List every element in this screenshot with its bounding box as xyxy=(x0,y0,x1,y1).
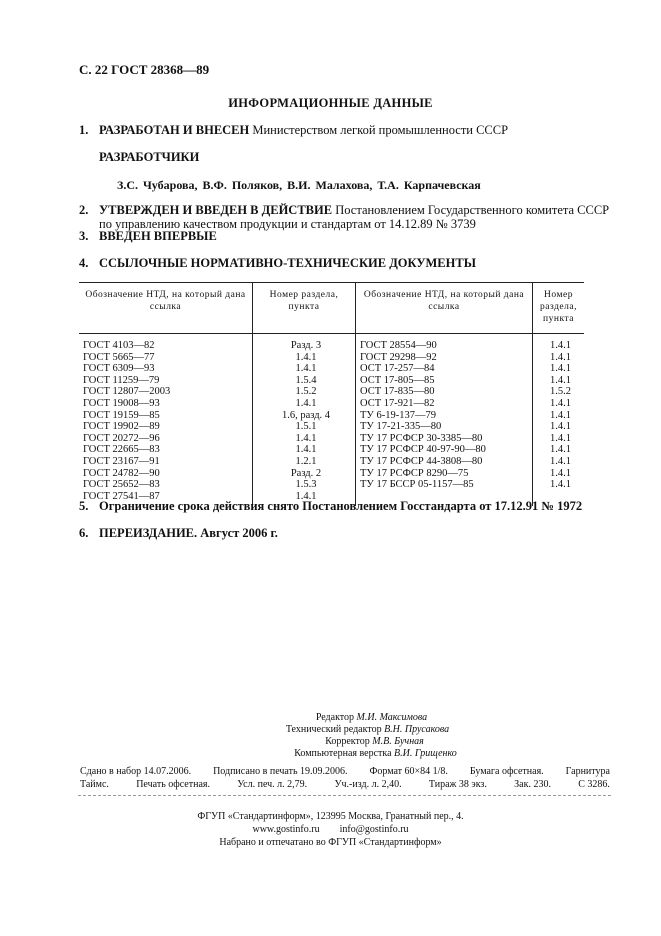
ref-doc-left: ГОСТ 20272—96 xyxy=(83,432,160,444)
ref-doc-right: ГОСТ 29298—92 xyxy=(356,352,533,364)
table-row xyxy=(79,386,584,398)
col-header-item-right: Номер раздела, пункта xyxy=(540,290,577,324)
ref-doc-right: ТУ 6-19-137—79 xyxy=(356,410,533,422)
divider xyxy=(78,795,611,796)
ref-doc-right: ОСТ 17-835—80 xyxy=(356,386,533,398)
ref-doc-left: ГОСТ 5665—77 xyxy=(83,351,155,363)
ref-item-right: 1.4.1 xyxy=(550,455,571,467)
ref-item-left: 1.4.1 xyxy=(253,444,356,456)
table-row xyxy=(79,410,584,422)
table-row xyxy=(79,363,584,375)
ref-item-left: 1.4.1 xyxy=(253,433,356,445)
ref-doc-right: ТУ 17 РСФСР 44-3808—80 xyxy=(356,456,533,468)
ref-doc-right: ТУ 17 РСФСР 40-97-90—80 xyxy=(356,444,533,456)
ref-item-left: 1.5.4 xyxy=(253,375,356,387)
table-row xyxy=(79,444,584,456)
item-bold: ВВЕДЕН ВПЕРВЫЕ xyxy=(99,229,217,243)
credit-name: В.Н. Прусакова xyxy=(384,724,450,735)
item-text: Постановлением Государственного комитета СССР по управлению качеством продукции и стандартам от 14.12.89 № 3739 xyxy=(99,203,610,231)
pub-field: Бумага офсетная. xyxy=(469,766,544,777)
credits-block xyxy=(0,712,661,760)
table-header-row xyxy=(79,283,584,334)
footer-web: www.gostinfo.ru info@gostinfo.ru xyxy=(252,824,409,835)
table-row xyxy=(79,334,584,352)
developers-label: РАЗРАБОТЧИКИ xyxy=(99,150,200,164)
ref-item-left: 1.4.1 xyxy=(253,491,356,507)
item-4 xyxy=(79,256,476,271)
item-bold: РАЗРАБОТАН И ВНЕСЕН xyxy=(99,123,250,137)
table-row xyxy=(79,468,584,480)
pub-field: С 3286. xyxy=(578,779,610,790)
ref-item-left: Разд. 3 xyxy=(253,334,356,352)
pub-field: Подписано в печать 19.09.2006. xyxy=(213,766,348,777)
credit-role: Компьютерная верстка xyxy=(294,748,392,759)
ref-item-left: 1.4.1 xyxy=(253,352,356,364)
ref-item-right: 1.4.1 xyxy=(550,432,571,444)
item-number: 1. xyxy=(79,123,89,137)
ref-doc-right: ТУ 17 БССР 05-1157—85 xyxy=(356,479,533,491)
ref-item-right: 1.4.1 xyxy=(550,467,571,479)
pub-field: Формат 60×84 1/8. xyxy=(369,766,448,777)
col-header-doc-left: Обозначение НТД, на который дана ссылка xyxy=(85,290,246,312)
section-title: ИНФОРМАЦИОННЫЕ ДАННЫЕ xyxy=(228,96,433,110)
pub-field: Усл. печ. л. 2,79. xyxy=(237,779,308,790)
item-bold: УТВЕРЖДЕН И ВВЕДЕН В ДЕЙСТВИЕ xyxy=(99,203,333,217)
ref-item-right: 1.4.1 xyxy=(550,363,571,375)
page-header: С. 22 ГОСТ 28368—89 xyxy=(79,62,210,77)
ref-item-left: 1.4.1 xyxy=(253,398,356,410)
credit-proofreader xyxy=(88,736,661,748)
ref-doc-left: ГОСТ 19008—93 xyxy=(83,397,160,409)
credit-name: М.В. Бучная xyxy=(372,736,424,747)
ref-doc-right: ОСТ 17-921—82 xyxy=(356,398,533,410)
ref-doc-left: ГОСТ 4103—82 xyxy=(83,340,155,351)
ref-doc-right: ОСТ 17-257—84 xyxy=(356,363,533,375)
ref-doc-left: ГОСТ 22665—83 xyxy=(83,444,160,456)
publishing-info xyxy=(80,765,610,791)
ref-item-right: 1.4.1 xyxy=(550,340,571,351)
credit-tech-editor xyxy=(74,724,661,736)
item-text: Министерством легкой промышленности СССР xyxy=(249,123,509,137)
item-number: 3. xyxy=(79,229,89,243)
credit-role: Технический редактор xyxy=(285,724,382,735)
ref-doc-right: ГОСТ 28554—90 xyxy=(356,334,533,352)
publishing-row-1 xyxy=(80,765,610,778)
ref-doc-left: ГОСТ 24782—90 xyxy=(83,467,160,479)
credit-editor xyxy=(82,712,661,724)
ref-item-right: 1.4.1 xyxy=(550,479,571,491)
ref-item-left: 1.2.1 xyxy=(253,456,356,468)
ref-doc-right: ТУ 17 РСФСР 30-3385—80 xyxy=(356,433,533,445)
table-body xyxy=(79,334,584,507)
item-2 xyxy=(79,203,619,231)
ref-item-right: 1.5.2 xyxy=(550,386,571,398)
ref-item-right: 1.4.1 xyxy=(550,351,571,363)
ref-item-left: 1.4.1 xyxy=(253,363,356,375)
footer-address: ФГУП «Стандартинформ», 123995 Москва, Гранатный пер., 4. xyxy=(197,811,464,822)
ref-doc-left: ГОСТ 19902—89 xyxy=(83,421,160,433)
item-number: 4. xyxy=(79,256,89,270)
ref-item-left: 1.5.2 xyxy=(253,386,356,398)
ref-doc-right: ТУ 17 РСФСР 8290—75 xyxy=(356,468,533,480)
item-number: 5. xyxy=(79,499,89,513)
pub-field: Таймс. xyxy=(80,779,109,790)
credit-role: Редактор xyxy=(315,712,355,723)
ref-doc-right: ОСТ 17-805—85 xyxy=(356,375,533,387)
footer-printer: Набрано и отпечатано во ФГУП «Стандартинформ» xyxy=(219,837,442,848)
ref-doc-left: ГОСТ 11259—79 xyxy=(83,374,160,386)
ref-doc-left: ГОСТ 27541—87 xyxy=(83,490,160,502)
ref-item-left: 1.5.3 xyxy=(253,479,356,491)
col-header-item-left: Номер раздела, пункта xyxy=(253,283,356,334)
ref-item-left: 1.5.1 xyxy=(253,421,356,433)
ref-item-left: 1.6, разд. 4 xyxy=(253,410,356,422)
table-row xyxy=(79,433,584,445)
pub-field: Уч.-изд. л. 2,40. xyxy=(334,779,402,790)
footer xyxy=(0,810,661,849)
table-row xyxy=(79,421,584,433)
item-5 xyxy=(79,499,582,514)
ref-doc-left: ГОСТ 19159—85 xyxy=(83,409,160,421)
ref-item-right: 1.4.1 xyxy=(550,444,571,456)
pub-field: Печать офсетная. xyxy=(136,779,210,790)
ref-item-left: Разд. 2 xyxy=(253,468,356,480)
ref-item-right: 1.4.1 xyxy=(550,409,571,421)
table-row xyxy=(79,352,584,364)
pub-field: Зак. 230. xyxy=(514,779,551,790)
item-bold: ССЫЛОЧНЫЕ НОРМАТИВНО-ТЕХНИЧЕСКИЕ ДОКУМЕНТЫ xyxy=(99,256,476,270)
ref-item-right: 1.4.1 xyxy=(550,397,571,409)
ref-doc-left: ГОСТ 6309—93 xyxy=(83,363,155,375)
table-row xyxy=(79,456,584,468)
pub-field: Гарнитура xyxy=(565,766,610,777)
ref-item-right: 1.4.1 xyxy=(550,374,571,386)
developers-heading xyxy=(99,150,199,165)
ref-item-right: 1.4.1 xyxy=(550,421,571,433)
table-row xyxy=(79,479,584,491)
ref-doc-left: ГОСТ 23167—91 xyxy=(83,455,160,467)
item-1 xyxy=(79,123,508,138)
credit-role: Корректор xyxy=(325,736,370,747)
item-number: 6. xyxy=(79,526,89,540)
pub-field: Сдано в набор 14.07.2006. xyxy=(80,766,192,777)
col-header-doc-right: Обозначение НТД, на который дана ссылка xyxy=(356,283,533,334)
item-number: 2. xyxy=(79,203,89,217)
publishing-row-2 xyxy=(80,778,610,791)
item-bold: Ограничение срока действия снято Постановлением Госстандарта от 17.12.91 № 1972 xyxy=(99,499,583,513)
item-6 xyxy=(79,526,278,541)
ref-doc-right: ТУ 17-21-335—80 xyxy=(356,421,533,433)
reference-table xyxy=(79,282,584,506)
credit-layout xyxy=(90,748,661,760)
table-row xyxy=(79,375,584,387)
table-row xyxy=(79,398,584,410)
ref-doc-left: ГОСТ 25652—83 xyxy=(83,479,160,491)
item-bold: ПЕРЕИЗДАНИЕ. Август 2006 г. xyxy=(99,526,278,540)
credit-name: В.И. Грищенко xyxy=(394,748,457,759)
credit-name: М.И. Максимова xyxy=(356,712,428,723)
developers-list: З.С. Чубарова, В.Ф. Поляков, В.И. Малахова, Т.А. Карпачевская xyxy=(117,178,481,192)
ref-doc-left: ГОСТ 12807—2003 xyxy=(83,386,171,398)
item-3 xyxy=(79,229,217,244)
pub-field: Тираж 38 экз. xyxy=(428,779,487,790)
